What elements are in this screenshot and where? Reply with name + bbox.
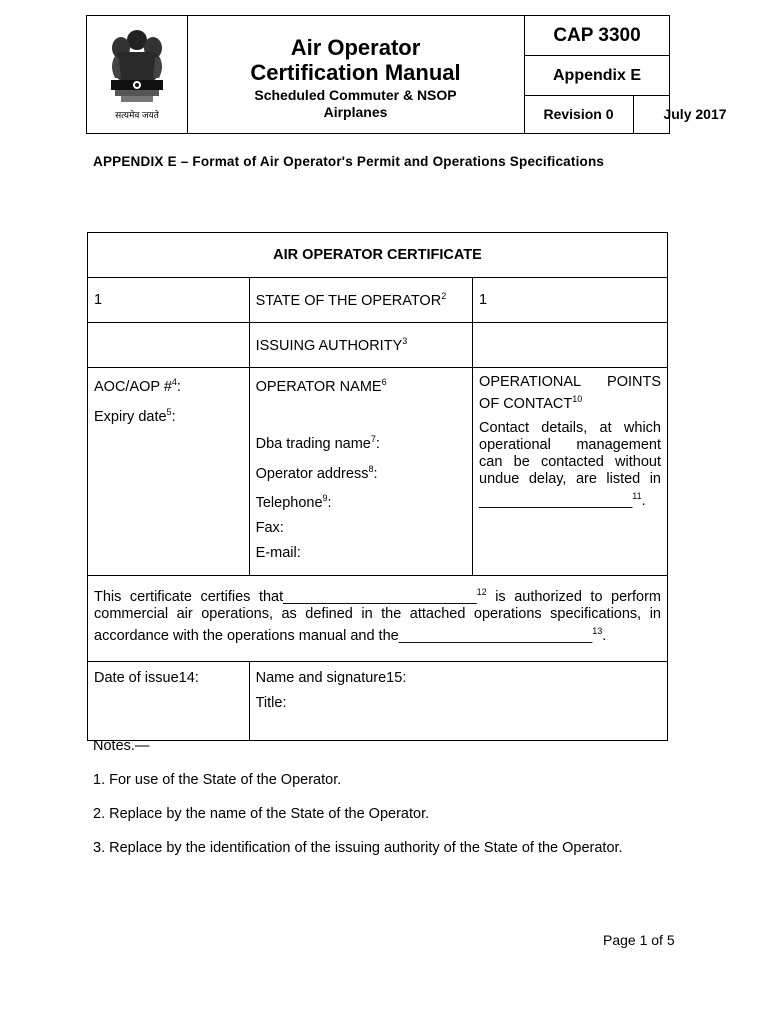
table-row bbox=[88, 278, 668, 323]
name-signature-label: Name and signature15: bbox=[255, 670, 407, 686]
aoc-cell bbox=[88, 368, 250, 576]
appendix-title: APPENDIX E – Format of Air Operator's Permit and Operations Specifications bbox=[93, 154, 605, 169]
appendix-label: Appendix E bbox=[524, 56, 670, 96]
manual-title-cell bbox=[187, 16, 525, 133]
contact-text-line5: ___________________$^{11}$. bbox=[479, 490, 646, 509]
empty-cell bbox=[88, 323, 250, 368]
air-operator-certificate-table bbox=[87, 232, 668, 741]
document-header bbox=[86, 15, 727, 134]
notes-heading: Notes.— bbox=[93, 738, 150, 754]
manual-title-line1: Air Operator bbox=[290, 35, 421, 60]
issuing-authority-label: ISSUING AUTHORITY$^3$ bbox=[249, 323, 472, 368]
note-item: 3. Replace by the identification of the issuing authority of the State of the Operator. bbox=[93, 840, 623, 856]
contact-text-line4: undue delay, are listed in bbox=[479, 470, 661, 487]
email-label: E-mail: bbox=[255, 545, 301, 562]
telephone-label: Telephone$^9$: bbox=[255, 493, 332, 512]
operator-address-label: Operator address$^8$: bbox=[255, 463, 378, 482]
aoc-number-label: AOC/AOP #$^4$: bbox=[94, 377, 181, 395]
fax-label: Fax: bbox=[255, 520, 284, 537]
manual-subtitle-line2: Airplanes bbox=[323, 104, 388, 120]
dba-trading-name-label: Dba trading name$^7$: bbox=[255, 433, 380, 452]
table-row bbox=[88, 576, 668, 662]
row1-number: 1 bbox=[88, 278, 250, 323]
contact-text-line2: operational management bbox=[479, 436, 661, 453]
table-row bbox=[88, 368, 668, 576]
signature-cell bbox=[249, 662, 667, 741]
operator-details-cell bbox=[249, 368, 472, 576]
manual-subtitle-line1: Scheduled Commuter & NSOP bbox=[254, 87, 457, 103]
note-item: 1. For use of the State of the Operator. bbox=[93, 772, 342, 788]
operator-name-label: OPERATOR NAME$^6$ bbox=[255, 377, 387, 395]
revision-date: July 2017 bbox=[663, 106, 727, 122]
revision-label: Revision 0 bbox=[524, 96, 634, 133]
poc-heading-line1: OPERATIONAL POINTS bbox=[479, 374, 661, 390]
note-item: 2. Replace by the name of the State of the Operator. bbox=[93, 806, 430, 822]
notes-section bbox=[93, 738, 623, 874]
contact-text-line3: can be contacted without bbox=[479, 453, 661, 470]
emblem-motto: सत्यमेव जयते bbox=[115, 110, 159, 120]
table-row bbox=[88, 662, 668, 741]
manual-title-line2: Certification Manual bbox=[250, 60, 461, 85]
date-of-issue-label: Date of issue14: bbox=[88, 662, 250, 741]
title-label: Title: bbox=[255, 695, 287, 711]
contact-text-line1: Contact details, at which bbox=[479, 419, 661, 436]
logo-cell bbox=[87, 16, 188, 133]
page-number: Page 1 of 5 bbox=[603, 932, 675, 948]
poc-heading-line2: OF CONTACT$^{10}$ bbox=[479, 394, 583, 412]
certification-statement: This certificate certifies that________________________$^{12}$ is authorized to perform commercial air operations, as defined in the attached operations specifications, in accordance with the operations manual and the________________________$^{13}$. bbox=[88, 576, 668, 662]
expiry-date-label: Expiry date$^5$: bbox=[94, 406, 176, 425]
empty-cell bbox=[473, 323, 668, 368]
points-of-contact-cell bbox=[473, 368, 668, 576]
certificate-heading: AIR OPERATOR CERTIFICATE bbox=[88, 233, 668, 278]
national-emblem-icon bbox=[101, 26, 173, 106]
state-of-operator-label: STATE OF THE OPERATOR$^2$ bbox=[249, 278, 472, 323]
table-row bbox=[88, 323, 668, 368]
state-of-operator-value: 1 bbox=[473, 278, 668, 323]
doc-code: CAP 3300 bbox=[524, 16, 670, 56]
